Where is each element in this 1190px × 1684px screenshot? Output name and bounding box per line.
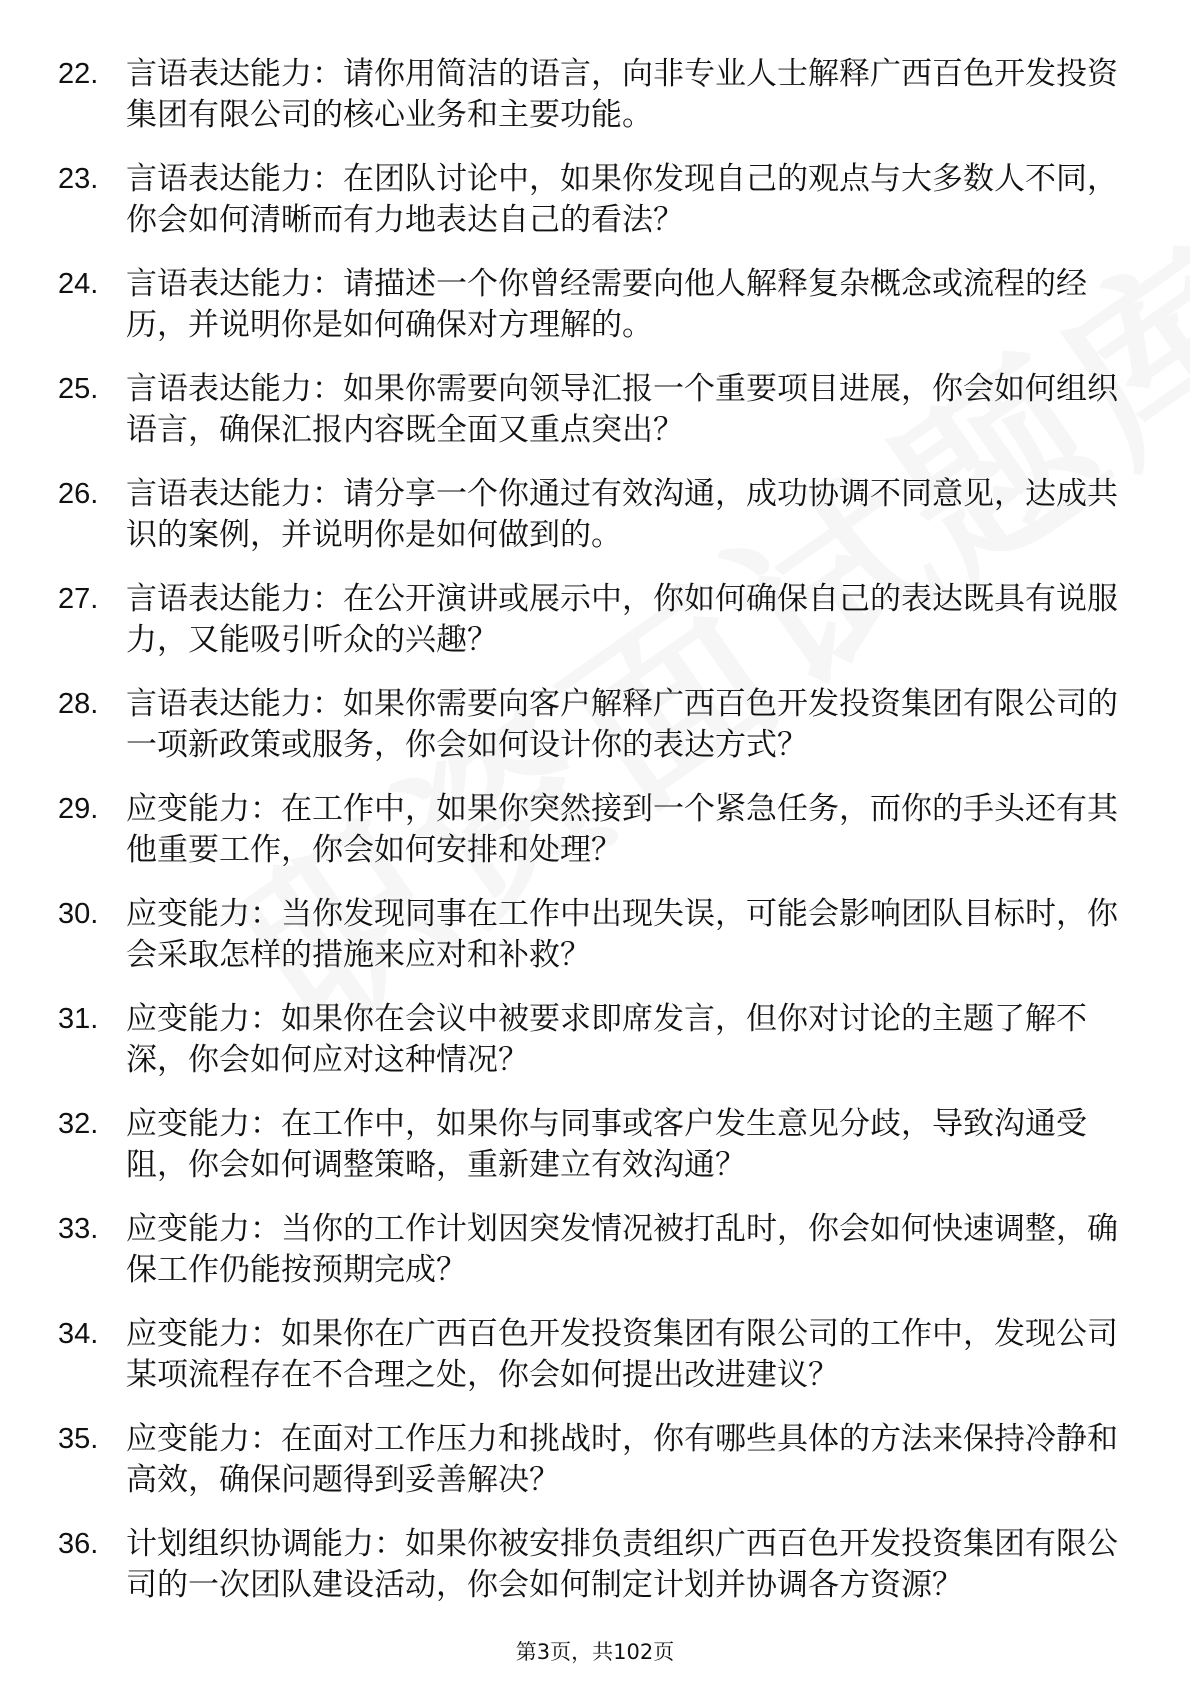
question-item xyxy=(58,1524,1118,1606)
question-item xyxy=(58,684,1118,766)
question-text: 应变能力：在工作中，如果你与同事或客户发生意见分歧，导致沟通受阻，你会如何调整策略，重新建立有效沟通？ xyxy=(126,1106,1087,1183)
question-item xyxy=(58,999,1118,1081)
question-number: 25. xyxy=(58,373,99,405)
question-text: 言语表达能力：请分享一个你通过有效沟通，成功协调不同意见，达成共识的案例，并说明你是如何做到的。 xyxy=(126,476,1118,553)
question-item xyxy=(58,159,1118,241)
question-text: 应变能力：如果你在广西百色开发投资集团有限公司的工作中，发现公司某项流程存在不合理之处，你会如何提出改进建议？ xyxy=(126,1316,1118,1393)
question-text: 言语表达能力：如果你需要向领导汇报一个重要项目进展，你会如何组织语言，确保汇报内容既全面又重点突出？ xyxy=(126,371,1118,448)
question-number: 32. xyxy=(58,1108,99,1140)
question-text: 应变能力：在面对工作压力和挑战时，你有哪些具体的方法来保持冷静和高效，确保问题得到妥善解决？ xyxy=(126,1421,1118,1498)
question-item xyxy=(58,54,1118,136)
question-text: 言语表达能力：请描述一个你曾经需要向他人解释复杂概念或流程的经历，并说明你是如何确保对方理解的。 xyxy=(126,266,1087,343)
question-text: 应变能力：当你的工作计划因突发情况被打乱时，你会如何快速调整，确保工作仍能按预期完成？ xyxy=(126,1211,1118,1288)
question-item xyxy=(58,1314,1118,1396)
question-item xyxy=(58,1209,1118,1291)
question-text: 言语表达能力：在公开演讲或展示中，你如何确保自己的表达既具有说服力，又能吸引听众的兴趣？ xyxy=(126,581,1118,658)
question-text: 言语表达能力：如果你需要向客户解释广西百色开发投资集团有限公司的一项新政策或服务，你会如何设计你的表达方式？ xyxy=(126,686,1118,763)
question-number: 35. xyxy=(58,1423,99,1455)
question-number: 34. xyxy=(58,1318,99,1350)
page-footer: 第3页，共102页 xyxy=(515,1640,675,1664)
question-number: 33. xyxy=(58,1213,99,1245)
question-number: 26. xyxy=(58,478,99,510)
question-text: 言语表达能力：在团队讨论中，如果你发现自己的观点与大多数人不同，你会如何清晰而有力地表达自己的看法？ xyxy=(126,161,1118,238)
question-item xyxy=(58,789,1118,871)
question-number: 23. xyxy=(58,163,99,195)
question-item xyxy=(58,894,1118,976)
question-item xyxy=(58,369,1118,451)
question-item xyxy=(58,474,1118,556)
question-text: 应变能力：如果你在会议中被要求即席发言，但你对讨论的主题了解不深，你会如何应对这种情况？ xyxy=(126,1001,1087,1078)
question-number: 27. xyxy=(58,583,99,615)
question-text: 言语表达能力：请你用简洁的语言，向非专业人士解释广西百色开发投资集团有限公司的核心业务和主要功能。 xyxy=(126,56,1118,133)
question-number: 29. xyxy=(58,793,99,825)
question-item xyxy=(58,579,1118,661)
question-item xyxy=(58,1419,1118,1501)
question-item xyxy=(58,1104,1118,1186)
question-text: 应变能力：当你发现同事在工作中出现失误，可能会影响团队目标时，你会采取怎样的措施来应对和补救？ xyxy=(126,896,1118,973)
question-text: 计划组织协调能力：如果你被安排负责组织广西百色开发投资集团有限公司的一次团队建设活动，你会如何制定计划并协调各方资源？ xyxy=(126,1526,1118,1603)
question-number: 30. xyxy=(58,898,99,930)
question-list xyxy=(58,54,1118,1629)
question-number: 28. xyxy=(58,688,99,720)
question-item xyxy=(58,264,1118,346)
question-number: 36. xyxy=(58,1528,99,1560)
question-number: 31. xyxy=(58,1003,99,1035)
question-number: 24. xyxy=(58,268,99,300)
question-text: 应变能力：在工作中，如果你突然接到一个紧急任务，而你的手头还有其他重要工作，你会如何安排和处理？ xyxy=(126,791,1118,868)
question-number: 22. xyxy=(58,58,99,90)
